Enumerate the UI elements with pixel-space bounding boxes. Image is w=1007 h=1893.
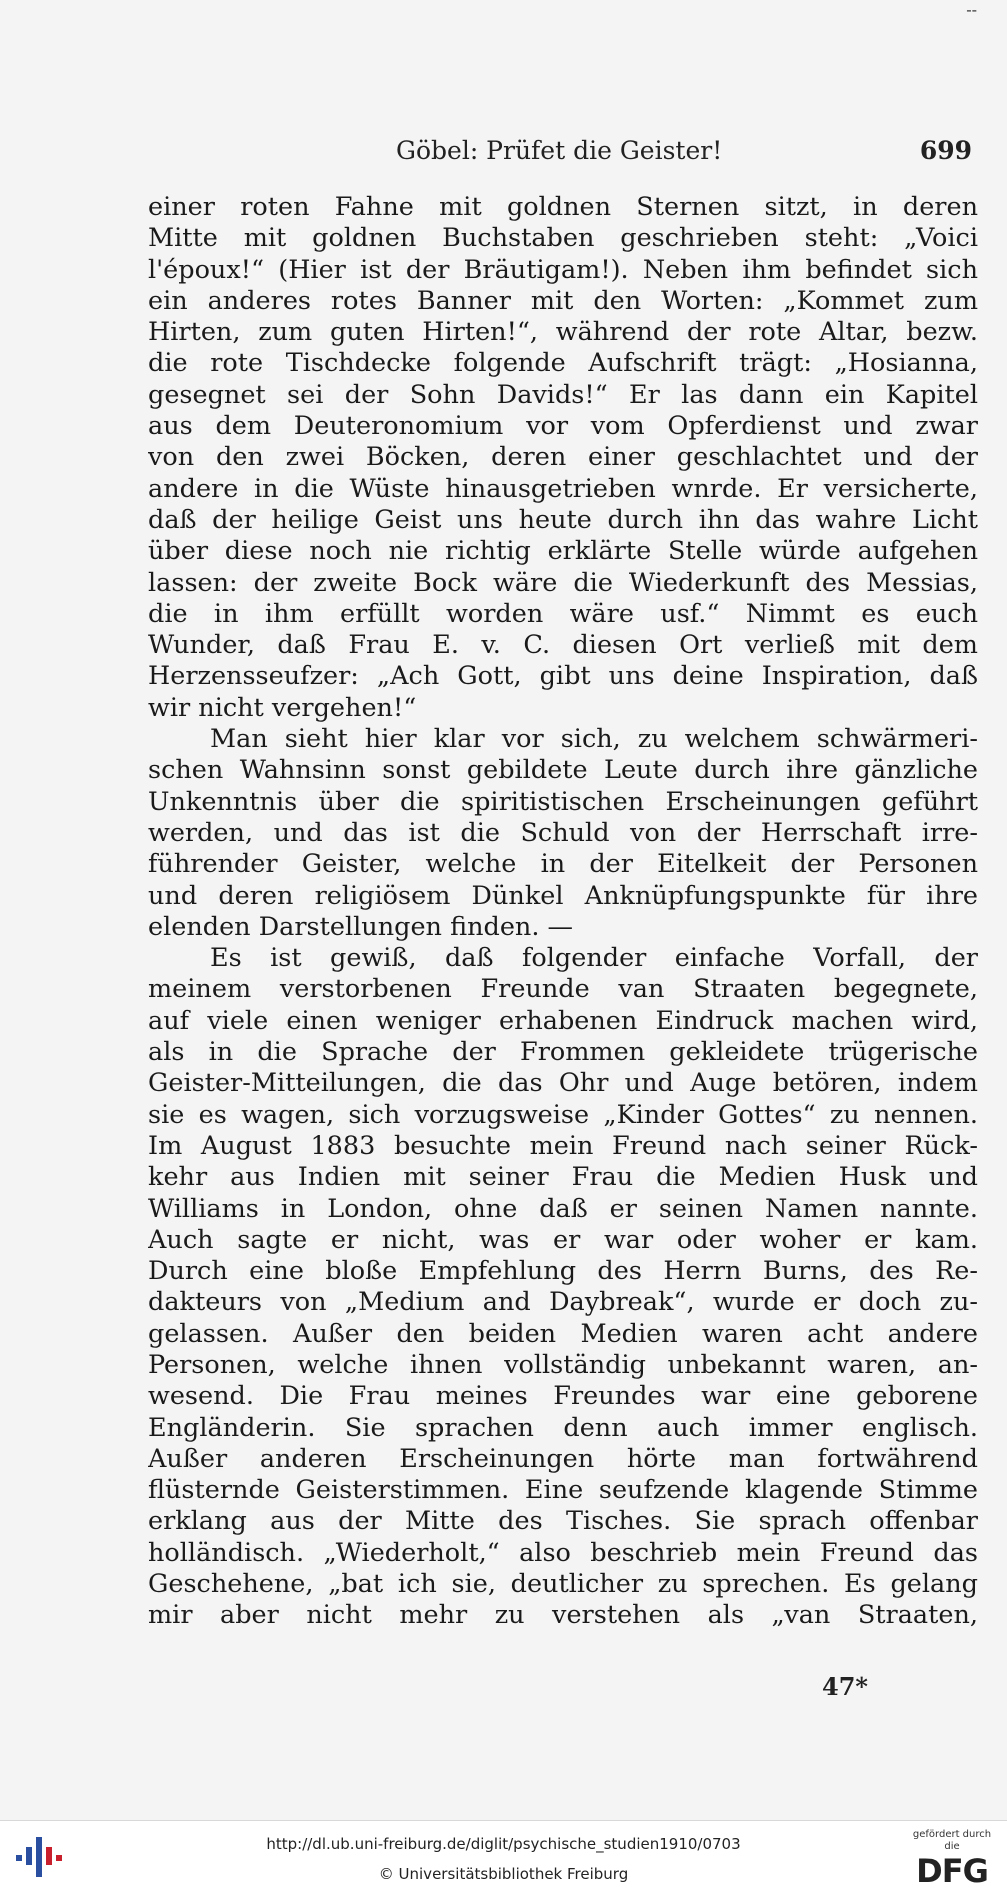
text-line: Mitte mit goldnen Buchstaben geschrieben steht: „Voici <box>148 223 978 254</box>
page-number: 699 <box>919 136 972 165</box>
text-line: Außer anderen Erscheinungen hörte man fortwährend <box>148 1443 978 1474</box>
text-line: erklang aus der Mitte des Tisches. Sie sprach offenbar <box>148 1506 978 1537</box>
text-line: auf viele einen weniger erhabenen Eindruck machen wird, <box>148 1005 978 1036</box>
text-line: kehr aus Indien mit seiner Frau die Medien Husk und <box>148 1162 978 1193</box>
text-line: meinem verstorbenen Freunde van Straaten begegnete, <box>148 974 978 1005</box>
text-line: Auch sagte er nicht, was er war oder woher er kam. <box>148 1224 978 1255</box>
text-line: die in ihm erfüllt worden wäre usf.“ Nimmt es euch <box>148 598 978 629</box>
dfg-wordmark: DFG <box>916 1852 988 1890</box>
text-line: dakteurs von „Medium and Daybreak“, wurde er doch zu- <box>148 1287 978 1318</box>
text-line: holländisch. „Wiederholt,“ also beschrieb mein Freund das <box>148 1537 978 1568</box>
corner-mark: -- <box>966 0 977 19</box>
text-line: Geister-Mitteilungen, die das Ohr und Auge betören, indem <box>148 1068 978 1099</box>
copyright-notice: © Universitätsbibliothek Freiburg <box>378 1865 629 1883</box>
text-line: Durch eine bloße Empfehlung des Herrn Burns, des Re- <box>148 1256 978 1287</box>
text-line: Wunder, daß Frau E. v. C. diesen Ort verließ mit dem <box>148 630 978 661</box>
dfg-logo-icon[interactable] <box>907 1829 997 1890</box>
running-title: Göbel: Prüfet die Geister! <box>396 136 723 165</box>
text-line: gelassen. Außer den beiden Medien waren acht andere <box>148 1318 978 1349</box>
text-line: aus dem Deuteronomium vor vom Opferdienst und zwar <box>148 411 978 442</box>
text-line: Engländerin. Sie sprachen denn auch immer englisch. <box>148 1412 978 1443</box>
text-line: ein anderes rotes Banner mit den Worten: „Kommet zum <box>148 285 978 316</box>
text-line: schen Wahnsinn sonst gebildete Leute durch ihre gänzliche <box>148 755 978 786</box>
text-line: flüsternde Geisterstimmen. Eine seufzende klagende Stimme <box>148 1475 978 1506</box>
text-line: daß der heilige Geist uns heute durch ihn das wahre Licht <box>148 504 978 535</box>
text-line: Hirten, zum guten Hirten!“, während der rote Altar, bezw. <box>148 317 978 348</box>
text-line: Man sieht hier klar vor sich, zu welchem schwärmeri- <box>210 724 978 755</box>
text-line: elenden Darstellungen finden. — <box>148 911 574 942</box>
text-line: gesegnet sei der Sohn Davids!“ Er las dann ein Kapitel <box>148 379 978 410</box>
text-line: Geschehene, „bat ich sie, deutlicher zu sprechen. Es gelang <box>148 1569 978 1600</box>
document-url[interactable]: http://dl.ub.uni-freiburg.de/diglit/psychische_studien1910/0703 <box>266 1835 741 1853</box>
text-line: Es ist gewiß, daß folgender einfache Vorfall, der <box>210 943 978 974</box>
text-line: Im August 1883 besuchte mein Freund nach seiner Rück- <box>148 1130 978 1161</box>
text-line: werden, und das ist die Schuld von der Herrschaft irre- <box>148 817 978 848</box>
text-line: die rote Tischdecke folgende Aufschrift trägt: „Hosianna, <box>148 348 978 379</box>
body-text <box>148 192 978 1632</box>
text-line: über diese noch nie richtig erklärte Stelle würde aufgehen <box>148 536 978 567</box>
text-line: von den zwei Böcken, deren einer geschlachtet und der <box>148 442 978 473</box>
viewer-footer <box>0 1820 1007 1893</box>
text-line: einer roten Fahne mit goldnen Sternen sitzt, in deren <box>148 192 978 222</box>
text-line: Herzensseufzer: „Ach Gott, gibt uns deine Inspiration, daß <box>148 661 978 692</box>
text-line: l'époux!“ (Hier ist der Bräutigam!). Neben ihm befindet sich <box>148 254 978 285</box>
text-line: andere in die Wüste hinausgetrieben wnrde. Er versicherte, <box>148 473 978 504</box>
text-line: lassen: der zweite Bock wäre die Wiederkunft des Messias, <box>148 567 978 598</box>
dfg-caption: gefördert durch die <box>912 1829 992 1852</box>
text-line: wesend. Die Frau meines Freundes war eine geborene <box>148 1381 978 1412</box>
text-line: und deren religiösem Dünkel Anknüpfungspunkte für ihre <box>148 880 978 911</box>
text-line: Personen, welche ihnen vollständig unbekannt waren, an- <box>148 1349 978 1380</box>
text-line: Unkenntnis über die spiritistischen Erscheinungen geführt <box>148 786 978 817</box>
text-line: wir nicht vergehen!“ <box>148 692 417 723</box>
text-line: Williams in London, ohne daß er seinen Namen nannte. <box>148 1193 978 1224</box>
running-header <box>148 136 978 176</box>
text-line: führender Geister, welche in der Eitelkeit der Personen <box>148 849 978 880</box>
text-line: mir aber nicht mehr zu verstehen als „van Straaten, <box>148 1600 978 1631</box>
signature-mark: 47* <box>822 1672 868 1701</box>
text-line: als in die Sprache der Frommen gekleidete trügerische <box>148 1037 978 1068</box>
text-line: sie es wagen, sich vorzugsweise „Kinder Gottes“ zu nennen. <box>148 1099 978 1130</box>
